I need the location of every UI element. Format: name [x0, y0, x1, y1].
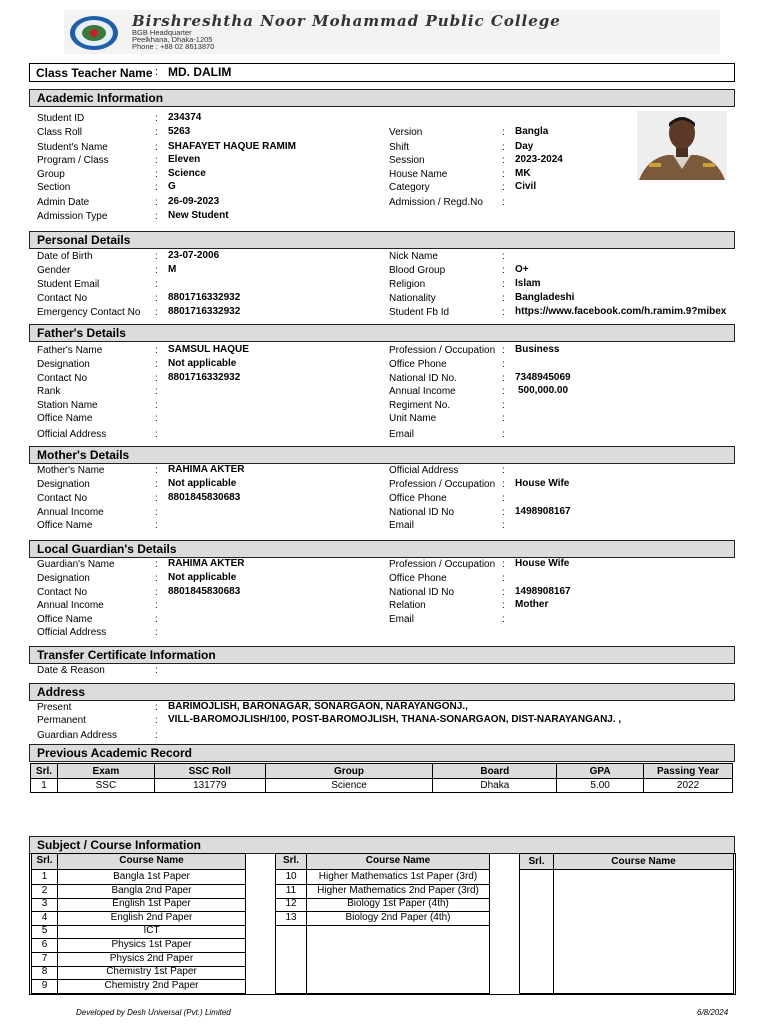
- course-row: [276, 871, 489, 884]
- field-label: Emergency Contact No: [37, 307, 141, 318]
- colon: :: [155, 429, 158, 440]
- colon: :: [502, 520, 505, 531]
- contact-value: 8801716332932: [168, 292, 241, 303]
- field-label: National ID No: [389, 587, 455, 598]
- field-label: Nationality: [389, 293, 436, 304]
- field-label: Email: [389, 520, 415, 531]
- course-row: [32, 939, 245, 952]
- field-label: Profession / Occupation: [389, 559, 496, 570]
- father-profession-value: Business: [515, 344, 560, 355]
- field-label: Designation: [37, 479, 90, 490]
- gender-value: M: [168, 264, 177, 275]
- section-previous-academic-record: [29, 744, 735, 762]
- section-title: Address: [37, 685, 86, 699]
- colon: :: [155, 465, 158, 476]
- table-header-row: [31, 764, 733, 779]
- colon: :: [155, 155, 158, 166]
- column-header: Board: [433, 764, 557, 779]
- colon: :: [155, 197, 158, 208]
- mother-profession-value: House Wife: [515, 478, 570, 489]
- print-date: 6/8/2024: [697, 1008, 729, 1017]
- field-label: Date & Reason: [37, 665, 105, 676]
- field-label: Student's Name: [37, 142, 108, 153]
- class-teacher-name: MD. DALIM: [168, 65, 232, 79]
- course-name: Higher Mathematics 1st Paper (3rd): [318, 871, 478, 882]
- colon: :: [502, 573, 505, 584]
- colon: :: [155, 211, 158, 222]
- father-nid-value: 7348945069: [515, 372, 571, 383]
- course-name: Physics 2nd Paper: [109, 952, 194, 964]
- colon: :: [502, 142, 505, 153]
- colon: :: [155, 413, 158, 424]
- program-value: Eleven: [168, 154, 201, 165]
- course-row: [32, 980, 245, 993]
- field-label: Admission / Regd.No: [389, 197, 483, 208]
- emergency-contact-value: 8801716332932: [168, 306, 241, 317]
- mother-nid-value: 1498908167: [515, 506, 571, 517]
- section-title: Local Guardian's Details: [37, 542, 177, 556]
- section-academic-information: [29, 89, 735, 107]
- course-row: [32, 925, 245, 938]
- colon: :: [155, 702, 158, 713]
- father-contact-value: 8801716332932: [168, 372, 241, 383]
- class-roll-value: 5263: [168, 126, 191, 137]
- field-label: Admin Date: [37, 197, 90, 208]
- table-cell: 5.00: [557, 779, 644, 793]
- guardian-contact-value: 8801845830683: [168, 586, 241, 597]
- field-label: Group: [37, 169, 65, 180]
- header-address-line: Peelkhana, Dhaka-1205: [132, 35, 213, 44]
- field-label: Contact No: [37, 293, 88, 304]
- course-row: [276, 898, 489, 911]
- row-divider: [276, 925, 489, 926]
- colon: :: [502, 465, 505, 476]
- course-name: Chemistry 1st Paper: [106, 966, 197, 978]
- course-name: Chemistry 2nd Paper: [104, 979, 199, 991]
- field-label: Student Fb Id: [389, 307, 450, 318]
- colon: :: [502, 386, 505, 397]
- colon: :: [155, 520, 158, 531]
- column-header: Srl.: [31, 764, 58, 779]
- father-designation-value: Not applicable: [168, 358, 237, 369]
- blood-group-value: O+: [515, 264, 529, 275]
- column-header: Exam: [57, 764, 154, 779]
- course-name: Physics 1st Paper: [111, 939, 192, 950]
- colon: :: [155, 507, 158, 518]
- column-header: SSC Roll: [154, 764, 265, 779]
- course-name: English 2nd Paper: [110, 911, 193, 923]
- student-name-value: SHAFAYET HAQUE RAMIM: [168, 141, 296, 152]
- colon: :: [155, 279, 158, 290]
- field-label: Version: [389, 127, 423, 138]
- field-label: Profession / Occupation: [389, 479, 496, 490]
- course-srl: 8: [41, 966, 48, 978]
- field-label: Annual Income: [37, 600, 104, 611]
- field-label: Date of Birth: [37, 251, 93, 262]
- college-logo: [68, 14, 120, 52]
- table-cell: Dhaka: [433, 779, 557, 793]
- course-name-header: Course Name: [119, 855, 184, 866]
- field-label: Designation: [37, 359, 90, 370]
- course-name: ICT: [143, 925, 160, 937]
- colon: :: [155, 614, 158, 625]
- colon: :: [502, 345, 505, 356]
- section-title: Subject / Course Information: [37, 838, 202, 852]
- field-label: Student Email: [37, 279, 100, 290]
- field-label: Gender: [37, 265, 71, 276]
- colon: :: [155, 307, 158, 318]
- category-value: Civil: [515, 181, 537, 192]
- student-id-value: 234374: [168, 112, 202, 123]
- colon: :: [155, 293, 158, 304]
- colon: :: [502, 479, 505, 490]
- shift-value: Day: [515, 141, 534, 152]
- colon: :: [155, 627, 158, 638]
- student-photo: [637, 111, 727, 180]
- field-label: Religion: [389, 279, 426, 290]
- field-label: Present: [37, 702, 72, 713]
- course-row: [276, 885, 489, 898]
- srl-header: Srl.: [528, 856, 545, 867]
- religion-value: Islam: [515, 278, 541, 289]
- colon: :: [502, 373, 505, 384]
- colon: :: [502, 279, 505, 290]
- field-label: Contact No: [37, 373, 88, 384]
- field-label: Shift: [389, 142, 410, 153]
- dob-value: 23-07-2006: [168, 250, 220, 261]
- colon: :: [155, 559, 158, 570]
- column-header: Group: [265, 764, 433, 779]
- colon: :: [155, 493, 158, 504]
- section-title: Academic Information: [37, 91, 164, 105]
- colon: :: [502, 127, 505, 138]
- course-name: Biology 1st Paper (4th): [347, 898, 449, 910]
- course-name-header: Course Name: [611, 856, 676, 867]
- colon: :: [155, 113, 158, 124]
- section-personal-details: [29, 231, 735, 249]
- field-label: Station Name: [37, 400, 98, 411]
- guardian-profession-value: House Wife: [515, 558, 570, 569]
- field-label: Father's Name: [37, 345, 103, 356]
- course-table-2: [275, 853, 490, 994]
- colon: :: [502, 169, 505, 180]
- colon: :: [155, 127, 158, 138]
- house-name-value: MK: [515, 168, 531, 179]
- colon: :: [502, 507, 505, 518]
- course-row: [32, 885, 245, 898]
- field-label: Blood Group: [389, 265, 446, 276]
- column-header: GPA: [557, 764, 644, 779]
- course-srl: 5: [41, 925, 48, 937]
- section-transfer-certificate: [29, 646, 735, 664]
- colon: :: [155, 400, 158, 411]
- field-label: Nick Name: [389, 251, 438, 262]
- table-cell: 2022: [644, 779, 733, 793]
- field-label: Contact No: [37, 493, 88, 504]
- course-name: Bangla 1st Paper: [113, 871, 190, 882]
- guardian-designation-value: Not applicable: [168, 572, 237, 583]
- section-subject-course: [29, 836, 735, 854]
- colon: :: [502, 307, 505, 318]
- group-value: Science: [168, 168, 206, 179]
- course-name: Higher Mathematics 2nd Paper (3rd): [317, 884, 479, 896]
- colon: :: [155, 265, 158, 276]
- previous-record-table: [30, 763, 733, 793]
- colon: :: [155, 251, 158, 262]
- colon: :: [502, 559, 505, 570]
- field-label: Office Phone: [389, 573, 447, 584]
- field-label: Category: [389, 182, 430, 193]
- colon: :: [155, 479, 158, 490]
- section-address: [29, 683, 735, 701]
- father-name-value: SAMSUL HAQUE: [168, 344, 249, 355]
- field-label: Email: [389, 614, 415, 625]
- field-label: Office Name: [37, 614, 93, 625]
- section-value: G: [168, 181, 176, 192]
- colon: :: [502, 400, 505, 411]
- field-label: Official Address: [37, 627, 107, 638]
- colon: :: [502, 293, 505, 304]
- colon: :: [155, 587, 158, 598]
- field-label: Session: [389, 155, 425, 166]
- course-srl: 9: [41, 979, 48, 991]
- course-name: Biology 2nd Paper (4th): [345, 911, 451, 923]
- colon: :: [502, 429, 505, 440]
- version-value: Bangla: [515, 126, 549, 137]
- course-row: [276, 912, 489, 925]
- father-income-value: 500,000.00: [518, 385, 569, 396]
- course-srl: 3: [41, 898, 48, 910]
- course-table-3: [519, 853, 734, 994]
- field-label: Regiment No.: [389, 400, 451, 411]
- field-label: Annual Income: [37, 507, 104, 518]
- mother-contact-value: 8801845830683: [168, 492, 241, 503]
- permanent-address-value: VILL-BAROMOJLISH/100, POST-BAROMOJLISH, THANA-SONARGAON, DIST-NARAYANGANJ. ,: [168, 714, 622, 725]
- course-table-1: [31, 853, 246, 994]
- field-label: House Name: [389, 169, 448, 180]
- field-label: Relation: [389, 600, 426, 611]
- table-cell: SSC: [57, 779, 154, 793]
- field-label: Student ID: [37, 113, 85, 124]
- colon: :: [502, 493, 505, 504]
- srl-header: Srl.: [282, 855, 300, 866]
- section-title: Previous Academic Record: [37, 746, 192, 760]
- facebook-id-link[interactable]: https://www.facebook.com/h.ramim.9?mibex: [515, 306, 727, 317]
- field-label: National ID No.: [389, 373, 457, 384]
- field-label: Contact No: [37, 587, 88, 598]
- colon: :: [155, 182, 158, 193]
- field-label: Program / Class: [37, 155, 109, 166]
- course-srl: 4: [41, 911, 48, 923]
- field-label: Class Roll: [37, 127, 83, 138]
- colon: :: [502, 359, 505, 370]
- colon: :: [155, 66, 159, 78]
- colon: :: [155, 169, 158, 180]
- field-label: Designation: [37, 573, 90, 584]
- row-divider: [32, 993, 245, 994]
- colon: :: [155, 730, 158, 741]
- field-label: Email: [389, 429, 415, 440]
- course-row: [32, 898, 245, 911]
- field-label: Office Phone: [389, 493, 447, 504]
- colon: :: [155, 715, 158, 726]
- colon: :: [155, 142, 158, 153]
- course-srl: 13: [285, 911, 297, 923]
- header-address-line: BGB Headquarter: [132, 28, 192, 37]
- section-title: Father's Details: [37, 326, 126, 340]
- field-label: Admission Type: [37, 211, 108, 222]
- field-label: Office Name: [37, 413, 93, 424]
- field-label: National ID No: [389, 507, 455, 518]
- table-cell: Science: [265, 779, 433, 793]
- table-cell: 1: [31, 779, 58, 793]
- class-teacher-label: Class Teacher Name: [36, 66, 153, 80]
- field-label: Mother's Name: [37, 465, 105, 476]
- course-srl: 6: [41, 939, 48, 950]
- course-name-header: Course Name: [365, 855, 431, 866]
- colon: :: [502, 265, 505, 276]
- section-title: Mother's Details: [37, 448, 130, 462]
- college-name: Birshreshtha Noor Mohammad Public College: [132, 12, 561, 30]
- course-name: Bangla 2nd Paper: [111, 884, 192, 896]
- colon: :: [155, 373, 158, 384]
- admission-type-value: New Student: [168, 210, 229, 221]
- course-srl: 2: [41, 884, 48, 896]
- course-srl: 11: [285, 884, 297, 896]
- field-label: Unit Name: [389, 413, 437, 424]
- field-label: Office Phone: [389, 359, 447, 370]
- course-row: [32, 953, 245, 966]
- mother-designation-value: Not applicable: [168, 478, 237, 489]
- field-label: Guardian Address: [37, 730, 118, 741]
- colon: :: [502, 587, 505, 598]
- srl-header: Srl.: [36, 855, 53, 866]
- section-title: Transfer Certificate Information: [37, 648, 216, 662]
- field-label: Guardian's Name: [37, 559, 115, 570]
- field-label: Official Address: [389, 465, 459, 476]
- course-srl: 7: [41, 952, 48, 964]
- header-phone-line: Phone : +88 02 8613870: [132, 42, 215, 51]
- colon: :: [155, 665, 158, 676]
- field-label: Rank: [37, 386, 61, 397]
- colon: :: [502, 155, 505, 166]
- colon: :: [502, 600, 505, 611]
- course-row: [32, 966, 245, 979]
- course-srl: 1: [41, 871, 48, 882]
- section-guardian-details: [29, 540, 735, 558]
- colon: :: [502, 614, 505, 625]
- mother-name-value: RAHIMA AKTER: [168, 464, 245, 475]
- column-divider: [553, 854, 554, 993]
- colon: :: [502, 197, 505, 208]
- guardian-nid-value: 1498908167: [515, 586, 571, 597]
- field-label: Office Name: [37, 520, 93, 531]
- nationality-value: Bangladeshi: [515, 292, 575, 303]
- colon: :: [502, 413, 505, 424]
- course-name: English 1st Paper: [112, 898, 191, 910]
- course-row: [32, 871, 245, 884]
- table-row: [31, 779, 733, 793]
- course-row: [32, 912, 245, 925]
- section-title: Personal Details: [37, 233, 131, 247]
- field-label: Annual Income: [389, 386, 456, 397]
- colon: :: [155, 386, 158, 397]
- course-srl: 10: [285, 871, 297, 882]
- colon: :: [502, 182, 505, 193]
- colon: :: [155, 345, 158, 356]
- developer-credit: Developed by Desh Universal (Pvt.) Limited: [76, 1008, 231, 1017]
- field-label: Section: [37, 182, 71, 193]
- colon: :: [155, 359, 158, 370]
- field-label: Profession / Occupation: [389, 345, 496, 356]
- colon: :: [502, 251, 505, 262]
- colon: :: [155, 600, 158, 611]
- section-father-details: [29, 324, 735, 342]
- guardian-relation-value: Mother: [515, 599, 549, 610]
- table-cell: 131779: [154, 779, 265, 793]
- session-value: 2023-2024: [515, 154, 563, 165]
- course-srl: 12: [285, 898, 297, 910]
- guardian-name-value: RAHIMA AKTER: [168, 558, 245, 569]
- column-header: Passing Year: [644, 764, 733, 779]
- colon: :: [155, 573, 158, 584]
- section-mother-details: [29, 446, 735, 464]
- admin-date-value: 26-09-2023: [168, 196, 220, 207]
- present-address-value: BARIMOJLISH, BARONAGAR, SONARGAON, NARAYANGONJ.,: [168, 701, 468, 712]
- field-label: Permanent: [37, 715, 86, 726]
- field-label: Official Address: [37, 429, 107, 440]
